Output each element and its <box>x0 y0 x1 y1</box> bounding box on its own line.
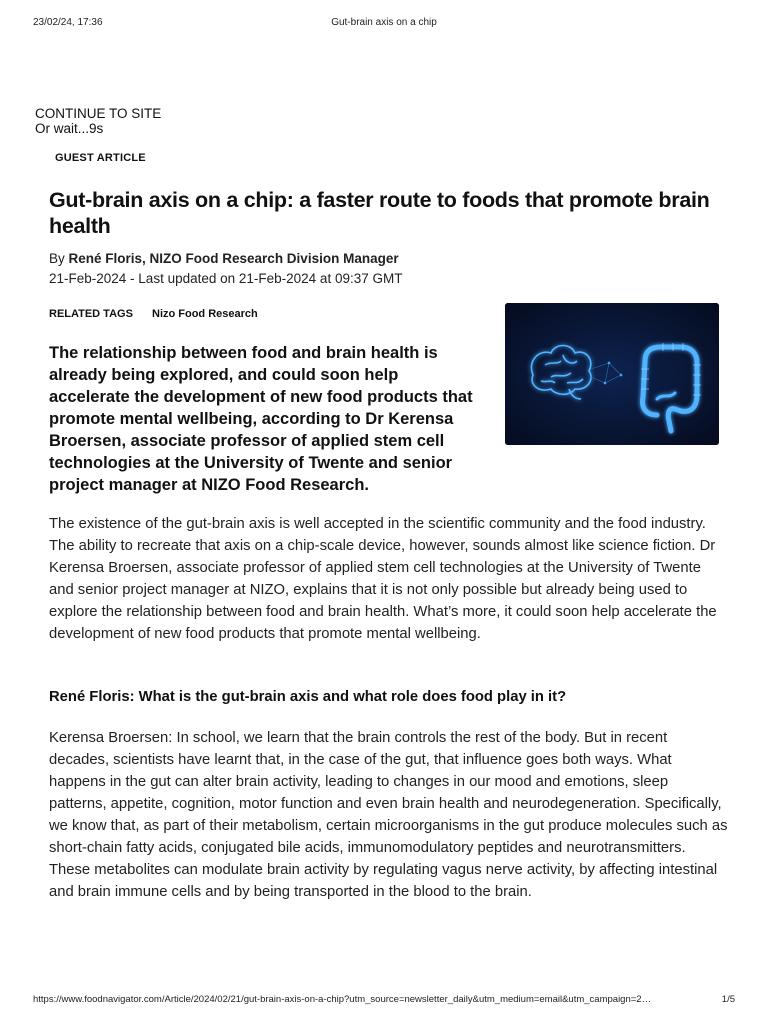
byline <box>49 251 399 266</box>
interview-question-1: René Floris: What is the gut-brain axis and what role does food play in it? <box>49 689 567 705</box>
related-tags <box>49 308 258 320</box>
continue-to-site-link[interactable]: CONTINUE TO SITE <box>35 106 162 121</box>
article-lead: The relationship between food and brain health is already being explored, and could soon help accelerate the development of new food products that promote mental wellbeing, according to Dr Kerensa Broersen, associate professor of applied stem cell technologies at the University of Twente and senior project manager at NIZO Food Research. <box>49 344 473 494</box>
print-date: 23/02/24, 17:36 <box>33 17 103 28</box>
author-link[interactable]: René Floris, NIZO Food Research Division Manager <box>68 251 399 266</box>
tag-nizo-food-research[interactable]: Nizo Food Research <box>152 308 258 320</box>
body-paragraph-2: Kerensa Broersen: In school, we learn that the brain controls the rest of the body. But in recent decades, scientists have learnt that, in the case of the gut, that influence goes both ways. What happens in the gut can alter brain activity, leading to changes in our mood and emotions, sleep patterns, appetite, cognition, motor function and even brain health and neurodegeneration. Specifically, we know that, as part of their metabolism, certain microorganisms in the gut produce molecules such as short-chain fatty acids, conjugated bile acids, immunomodulatory peptides and neurotransmitters. These metabolites can modulate brain activity by regulating vagus nerve activity, by affecting intestinal and brain immune cells and by being transported in the blood to the brain. <box>49 730 728 900</box>
body-paragraph-1: The existence of the gut-brain axis is well accepted in the scientific community and the food industry. The ability to recreate that axis on a chip-scale device, however, sounds almost like science fiction. Dr Kerensa Broersen, associate professor of applied stem cell technologies at the University of Twente and senior project manager at NIZO, explains that it is not only possible but already being used to explore the relationship between food and brain health. What’s more, it could soon help accelerate the development of new food products that promote mental wellbeing. <box>49 516 717 642</box>
brain-gut-illustration <box>505 303 719 445</box>
print-title: Gut-brain axis on a chip <box>331 17 437 28</box>
wait-countdown: Or wait...9s <box>35 121 104 136</box>
article-headline: Gut-brain axis on a chip: a faster route to foods that promote brain health <box>49 188 710 238</box>
interstitial-notice <box>35 106 161 136</box>
page-url: https://www.foodnavigator.com/Article/2024/02/21/gut-brain-axis-on-a-chip?utm_source=newsletter_daily&utm_medium=email&utm_campaign=2… <box>33 994 652 1005</box>
page-number: 1/5 <box>721 994 735 1005</box>
article-dateline: 21-Feb-2024 - Last updated on 21-Feb-2024 at 09:37 GMT <box>49 271 403 286</box>
byline-prefix: By <box>49 251 69 266</box>
hero-image <box>505 303 719 445</box>
related-tags-label: RELATED TAGS <box>49 308 133 320</box>
article-label: GUEST ARTICLE <box>55 152 146 164</box>
